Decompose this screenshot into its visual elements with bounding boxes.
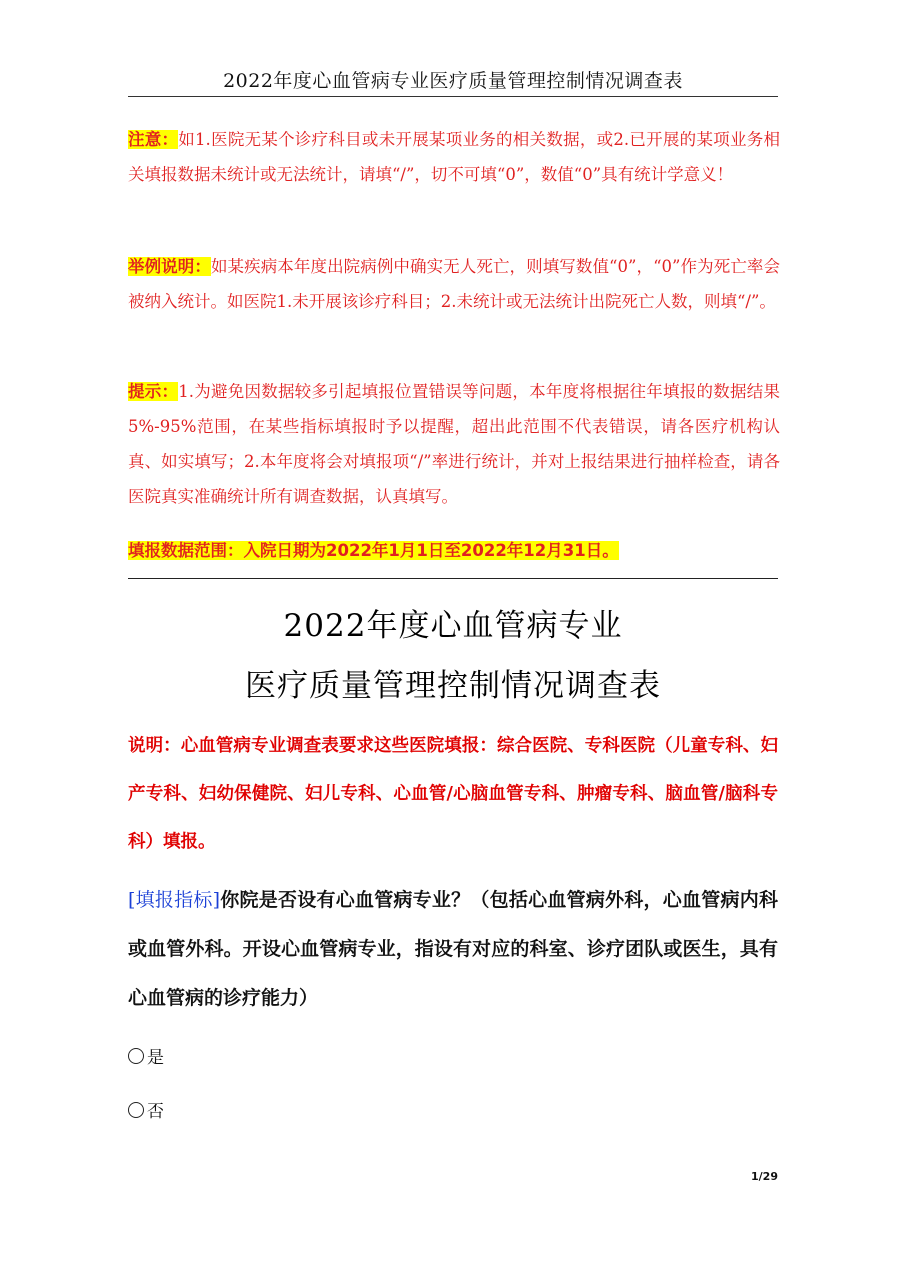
option-no[interactable]	[128, 1097, 164, 1122]
notice-example-text: 如某疾病本年度出院病例中确实无人死亡，则填写数值“0”，“0”作为死亡率会被纳入统计。如医院1.未开展该诊疗科目；2.未统计或无法统计出院死亡人数，则填“/”。	[128, 257, 781, 311]
running-header: 2022年度心血管病专业医疗质量管理控制情况调查表	[223, 70, 683, 92]
main-title-line2: 医疗质量管理控制情况调查表	[245, 668, 661, 704]
notice-attention-text: 如1.医院无某个诊疗科目或未开展某项业务的相关数据，或2.已开展的某项业务相关填报数据未统计或无法统计，请填“/”，切不可填“0”，数值“0”具有统计学意义！	[128, 130, 780, 184]
radio-circle-icon[interactable]	[128, 1102, 144, 1118]
survey-question	[128, 876, 778, 1023]
option-no-label: 否	[147, 1102, 164, 1122]
notice-tip-label: 提示：	[128, 382, 179, 401]
date-range-text: 填报数据范围：入院日期为2022年1月1日至2022年12月31日。	[128, 541, 619, 560]
notice-tip-text: 1.为避免因数据较多引起填报位置错误等问题，本年度将根据往年填报的数据结果5%-95%范围，在某些指标填报时予以提醒，超出此范围不代表错误，请各医疗机构认真、如实填写；2.本年度将会对填报项“/”率进行统计，并对上报结果进行抽样检查，请各医院真实准确统计所有调查数据，认真填写。	[128, 382, 780, 506]
main-title-line1: 2022年度心血管病专业	[283, 608, 623, 644]
radio-circle-icon[interactable]	[128, 1048, 144, 1064]
option-yes-label: 是	[147, 1048, 164, 1068]
survey-description: 说明：心血管病专业调查表要求这些医院填报：综合医院、专科医院（儿童专科、妇产专科、妇幼保健院、妇儿专科、心血管/心脑血管专科、肿瘤专科、脑血管/脑科专科）填报。	[128, 736, 778, 852]
section-divider	[128, 578, 778, 579]
header-divider	[128, 96, 778, 97]
date-range-note	[128, 535, 780, 567]
question-tag: [填报指标]	[128, 889, 221, 911]
question-text: 你院是否设有心血管病专业？（包括心血管病外科，心血管病内科或血管外科。开设心血管病专业，指设有对应的科室、诊疗团队或医生，具有心血管病的诊疗能力）	[128, 889, 778, 1009]
option-yes[interactable]	[128, 1043, 164, 1068]
notice-attention-label: 注意：	[128, 130, 179, 149]
notice-example-label: 举例说明：	[128, 257, 211, 276]
notice-attention	[128, 122, 780, 192]
notice-example	[128, 249, 780, 319]
notice-tip	[128, 374, 780, 514]
page-number: 1/29	[751, 1170, 778, 1183]
